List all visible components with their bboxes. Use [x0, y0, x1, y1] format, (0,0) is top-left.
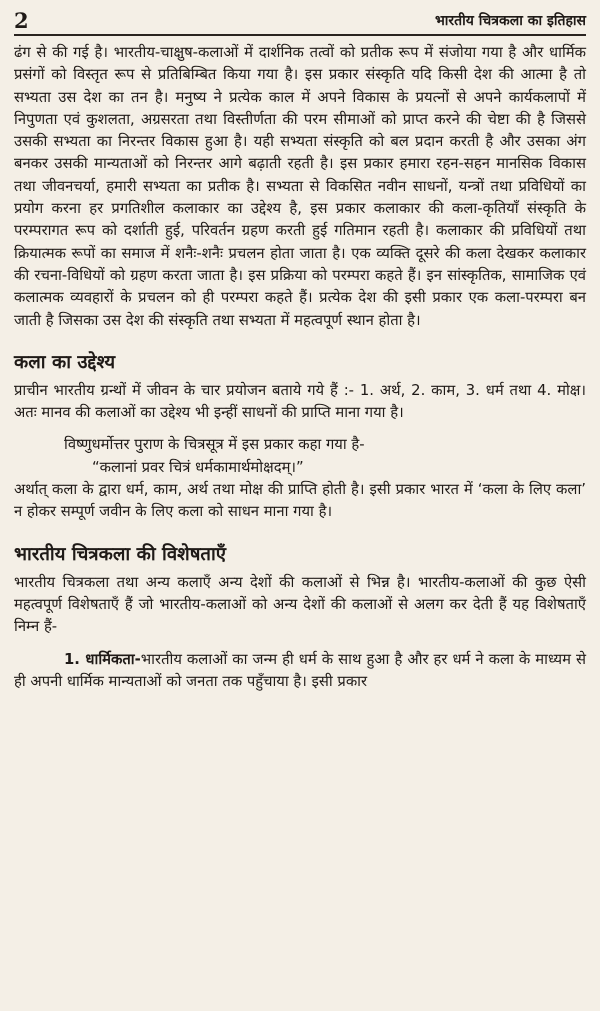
paragraph-meaning: अर्थात् कला के द्वारा धर्म, काम, अर्थ तथा मोक्ष की प्राप्ति होती है। इसी प्रकार भारत में ‘कला के लिए कला’ न होकर सम्पूर्ण जवीन के लिए कला को साधन माना गया है।: [14, 481, 586, 521]
running-head: भारतीय चित्रकला का इतिहास: [434, 13, 586, 29]
paragraph-four-goals: प्राचीन भारतीय ग्रन्थों में जीवन के चार प्रयोजन बताये गये हैं :- 1. अर्थ, 2. काम, 3. धर्म तथा 4. मोक्ष। अतः मानव की कलाओं का उद्देश्य भी इन्हीं साधनों की प्राप्ति माना गया है।: [14, 381, 586, 422]
page-number: 2: [14, 8, 29, 33]
sanskrit-quote: “कलानां प्रवर चित्रं धर्मकामार्थमोक्षदम्।”: [92, 458, 304, 476]
page-body: [14, 42, 586, 693]
section-heading-features: भारतीय चित्रकला की विशेषताएँ: [14, 543, 226, 565]
list-item-religiosity: [14, 649, 586, 694]
list-item-text: भारतीय कलाओं का जन्म ही धर्म के साथ हुआ है और हर धर्म ने कला के माध्यम से ही अपनी धार्मिक मान्यताओं को जनता तक पहुँचाया है। इसी प्रकार: [14, 650, 586, 690]
paragraph-features-intro: भारतीय चित्रकला तथा अन्य कलाएँ अन्य देशों की कलाओं से भिन्न है। भारतीय-कलाओं की कुछ ऐसी महत्वपूर्ण विशेषताएँ हैं जो भारतीय-कलाओं को अन्य देशों की कलाओं से अलग कर देती हैं यह विशेषताएँ निम्न हैं-: [14, 573, 586, 636]
paragraph-vishnudharmottara: विष्णुधर्मोत्तर पुराण के चित्रसूत्र में इस प्रकार कहा गया है-: [64, 436, 365, 454]
paragraph-culture-civilization: ढंग से की गई है। भारतीय-चाक्षुष-कलाओं में दार्शनिक तत्वों को प्रतीक रूप में संजोया गया है और धार्मिक प्रसंगों को विस्तृत रूप से प्रतिबिम्बित किया गया है। इस प्रकार संस्कृति यदि किसी देश की आत्मा है तो सभ्यता उस देश का तन है। मनुष्य ने प्रत्येक काल में अपने विकास के प्रयत्नों से अपने कार्यकलापों में निपुणता एवं कुशलता, अग्रसरता तथा विस्तीर्णता की परम सीमाओं को प्राप्त करने की चेष्टा की है जिससे उसकी सभ्यता का निरन्तर विकास हुआ है। यही सभ्यता संस्कृति को बल प्रदान करती है और उसका अंग बनकर उसकी मान्यताओं को निरन्तर आगे बढ़ाती रहती है। इस प्रकार हमारा रहन-सहन मानसिक विकास तथा जीवनचर्या, हमारी सभ्यता का प्रतीक है। सभ्यता से विकसित नवीन साधनों, यन्त्रों तथा प्रविधियों का प्रयोग करना हर प्रगतिशील कलाकार का उद्देश्य है, इस प्रकार कलाकार की कला-कृतियाँ संस्कृति के परम्परागत रूप को दर्शाती हुई, परिवर्तन ग्रहण करती हुई गतिमान रहती है। कलाकार की प्रविधियों तथा क्रियात्मक रूपों का समाज में शनैः-शनैः प्रचलन होता जाता है। एक व्यक्ति दूसरे की कला देखकर कलाकार की रचना-विधियों को ग्रहण करता जाता है। इस प्रक्रिया को परम्परा कहते हैं। इन सांस्कृतिक, सामाजिक एवं कलात्मक व्यवहारों के प्रचलन को ही परम्परा कहते हैं। प्रत्येक देश की इसी प्रकार एक कला-परम्परा बन जाती है जिसका उस देश की संस्कृति तथा सभ्यता में महत्वपूर्ण स्थान होता है।: [14, 44, 586, 329]
section-heading-purpose: कला का उद्देश्य: [14, 351, 116, 373]
page-header: [14, 8, 586, 36]
header-rule: [14, 34, 586, 36]
list-item-label: 1. धार्मिकता-: [64, 650, 141, 668]
